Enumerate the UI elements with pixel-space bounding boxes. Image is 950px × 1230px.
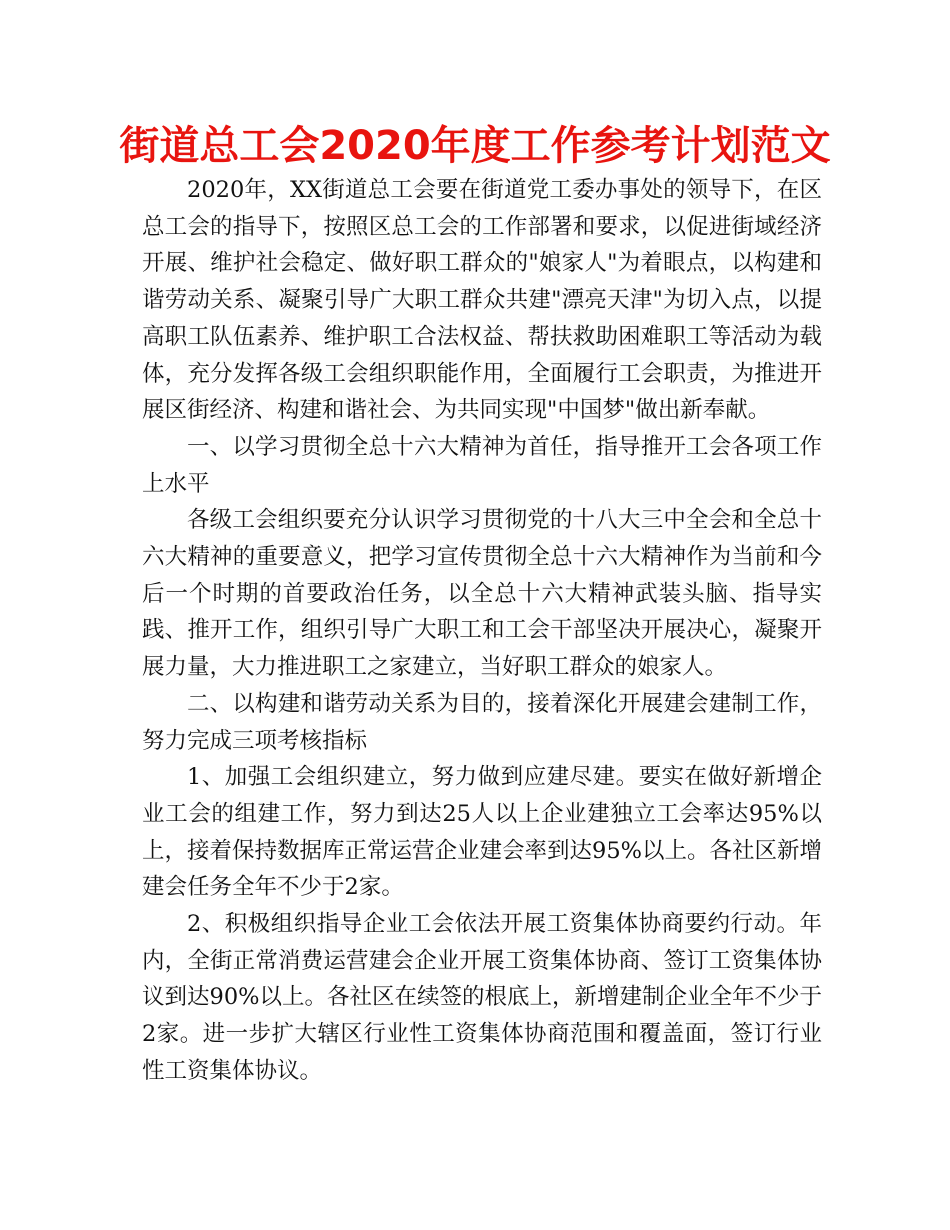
section-heading-1: 一、以学习贯彻全总十六大精神为首任，指导推开工会各项工作上水平: [142, 433, 822, 497]
document-title: 街道总工会2020年度工作参考计划范文: [119, 123, 831, 169]
paragraph-item-2: 2、积极组织指导企业工会依法开展工资集体协商要约行动。年内，全街正常消费运营建会企业开展工资集体协商、签订工资集体协议到达90%以上。各社区在续签的根底上，新增建制企业全年不少于2家。进一步扩大辖区行业性工资集体协商范围和覆盖面，签订行业性工资集体协议。: [142, 911, 823, 1084]
paragraph-intro: 2020年，XX街道总工会要在街道党工委办事处的领导下，在区总工会的指导下，按照区总工会的工作部署和要求，以促进街域经济开展、维护社会稳定、做好职工群众的"娘家人"为着眼点，以构建和谐劳动关系、凝聚引导广大职工群众共建"漂亮天津"为切入点，以提高职工队伍素养、维护职工合法权益、帮扶救助困难职工等活动为载体，充分发挥各级工会组织职能作用，全面履行工会职责，为推进开展区街经济、构建和谐社会、为共同实现"中国梦"做出新奉献。: [142, 177, 822, 424]
paragraph-section-1: 各级工会组织要充分认识学习贯彻党的十八大三中全会和全总十六大精神的重要意义，把学习宣传贯彻全总十六大精神作为当前和今后一个时期的首要政治任务，以全总十六大精神武装头脑、指导实践、推开工作，组织引导广大职工和工会干部坚决开展决心，凝聚开展力量，大力推进职工之家建立，当好职工群众的娘家人。: [142, 507, 822, 681]
document-body: [142, 172, 822, 1090]
section-heading-2: 二、以构建和谐劳动关系为目的，接着深化开展建会建制工作，努力完成三项考核指标: [142, 690, 822, 754]
paragraph-item-1: 1、加强工会组织建立，努力做到应建尽建。要实在做好新增企业工会的组建工作，努力到达25人以上企业建独立工会率达95%以上，接着保持数据库正常运营企业建会率到达95%以上。各社区新增建会任务全年不少于2家。: [142, 764, 823, 901]
